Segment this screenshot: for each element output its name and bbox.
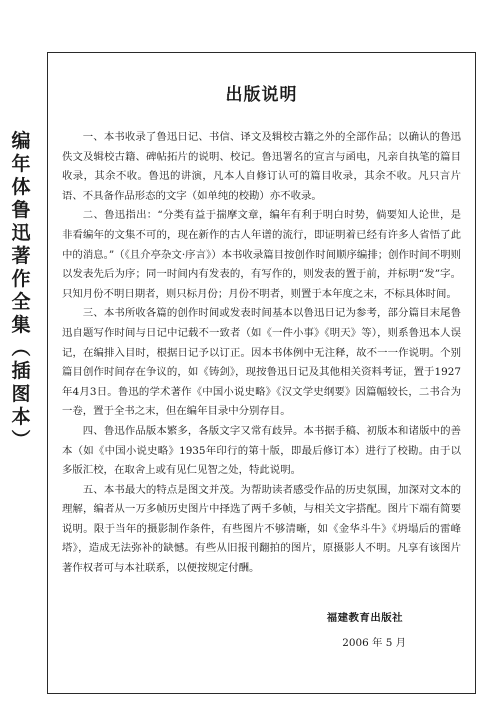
paragraph-5: 五、本书最大的特点是图文并茂。为帮助读者感受作品的历史氛围，加深对文本的理解，编者从一万多帧历史图片中择选了两千多帧，与相关文字搭配。图片下端有简要说明。限于当年的摄影制作条件，有些图片不够清晰，如《金华斗牛》《坍塌后的雷峰塔》，造成无法弥补的缺憾。有些从旧报刊翻拍的图片，原摄影人不明。凡享有该图片著作权者可与本社联系，以便按规定付酬。	[62, 483, 461, 575]
sidebar-char: 插	[11, 360, 31, 382]
paragraph-2: 二、鲁迅指出：“分类有益于揣摩文章，编年有利于明白时势，倘要知人论世，是非看编年的文集不可的，现在新作的古人年谱的流行，即证明着已经有许多人省悟了此中的消息。”（《且介亭杂文·序言》）本书收录篇目按创作时间顺序编排；创作时间不明则以发表先后为序；同一时间内有发表的，有写作的，则发表的置于前，并标明“发”字。只知月份不明日期者，则只标月份；月份不明者，则置于本年度之末，不标具体时间。	[62, 209, 461, 300]
sidebar-char: 本	[11, 406, 31, 428]
publisher-signature: 福建教育出版社	[326, 612, 403, 624]
sidebar-char: 集	[11, 314, 31, 336]
document-body	[62, 128, 461, 579]
sidebar-char: 鲁	[11, 199, 31, 221]
paragraph-1: 一、本书收录了鲁迅日记、书信、译文及辑校古籍之外的全部作品；以确认的鲁迅佚文及辑校古籍、碑帖拓片的说明、校记。鲁迅署名的宣言与函电，凡亲自执笔的篇目收录，其余不收。鲁迅的讲演，凡本人自修订认可的篇目收录，其余不收。凡只言片语、不具备作品形态的文字（如单纯的校勘）亦不收录。	[62, 131, 461, 202]
vertical-book-title	[4, 130, 38, 452]
paragraph-4: 四、鲁迅作品版本繁多，各版文字又常有歧异。本书据手稿、初版本和诸版中的善本（如《中国小说史略》1935年印行的第十版，即最后修订本）进行了校勘。由于以多版汇校，在取舍上或有见仁见智之处，特此说明。	[62, 424, 461, 477]
publication-date: 2006 年 5 月	[342, 637, 406, 649]
sidebar-char: 年	[11, 153, 31, 175]
sidebar-char: 编	[11, 130, 31, 152]
sidebar-char: ︶	[11, 429, 31, 451]
sidebar-char: 作	[11, 268, 31, 290]
document-title: 出版说明	[225, 85, 298, 105]
paragraph-3: 三、本书所收各篇的创作时间或发表时间基本以鲁迅日记为参考，部分篇目末尾鲁迅自题写作时间与日记中记载不一致者（如《一件小事》《明天》等），则系鲁迅本人误记，在编排入目时，根据日记予以订正。因本书体例中无注释，故不一一作说明。个别篇目创作时间存在争议的，如《铸剑》，现按鲁迅日记及其他相关资料考证，置于1927年4月3日。鲁迅的学术著作《中国小说史略》《汉文学史纲要》因篇幅较长，二书合为一卷，置于全书之末，但在编年目录中分别存目。	[62, 307, 461, 418]
sidebar-char: 体	[11, 176, 31, 198]
sidebar-char: 全	[11, 291, 31, 313]
sidebar-char: 图	[11, 383, 31, 405]
sidebar-char: 著	[11, 245, 31, 267]
sidebar-char: 迅	[11, 222, 31, 244]
sidebar-char: ︵	[11, 337, 31, 359]
